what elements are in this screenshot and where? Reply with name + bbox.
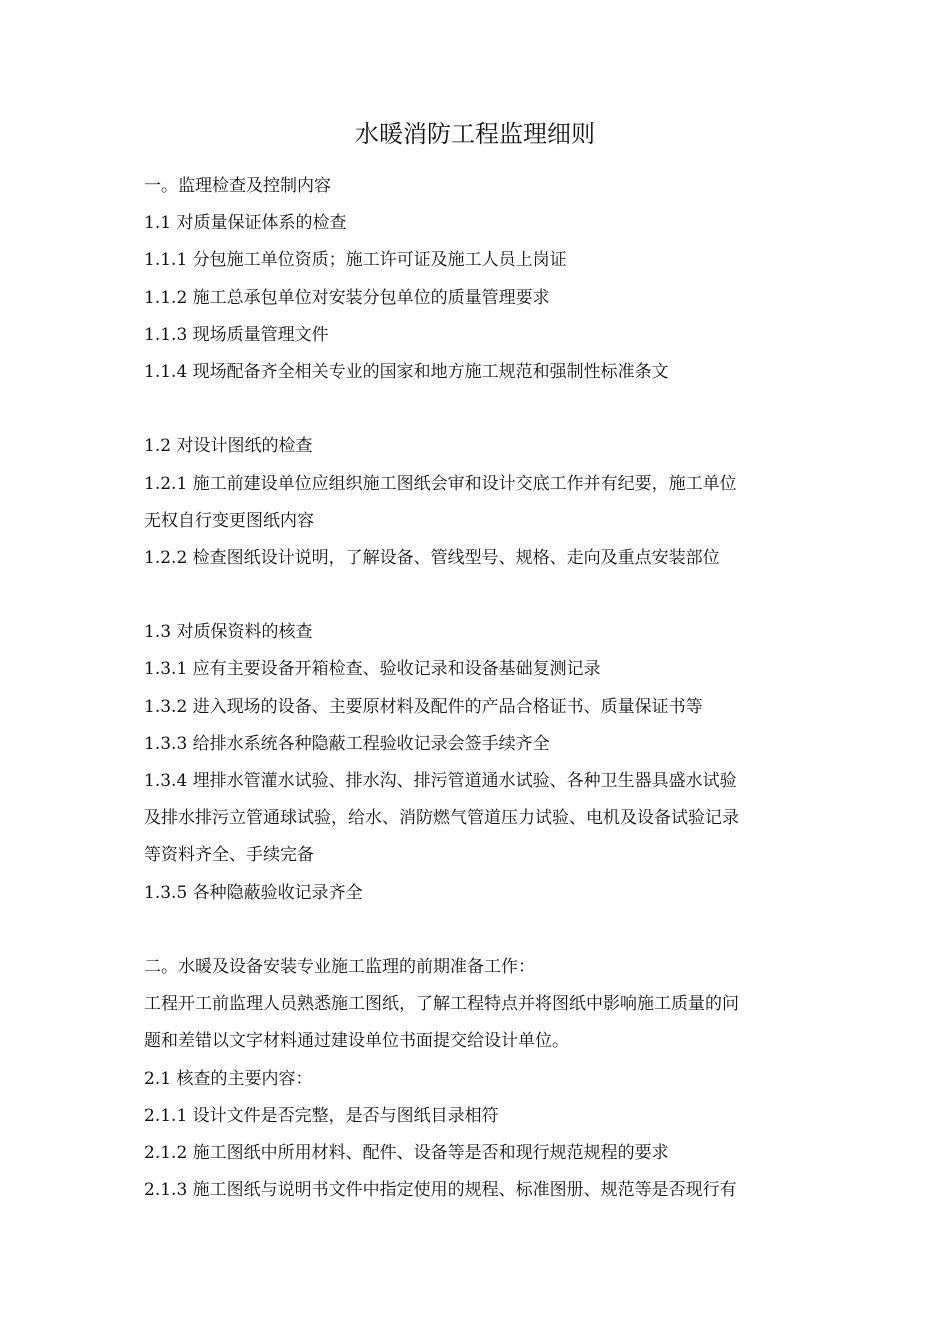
paragraph-line: 2.1.3 施工图纸与说明书文件中指定使用的规程、标准图册、规范等是否现行有 [144, 1180, 737, 1201]
paragraph-line: 1.2.2 检查图纸设计说明，了解设备、管线型号、规格、走向及重点安装部位 [144, 547, 720, 568]
paragraph-line: 1.3.1 应有主要设备开箱检查、验收记录和设备基础复测记录 [144, 659, 601, 680]
paragraph-line: 1.3.2 进入现场的设备、主要原材料及配件的产品合格证书、质量保证书等 [144, 696, 703, 717]
section-heading-2: 二。水暖及设备安装专业施工监理的前期准备工作： [144, 956, 535, 977]
paragraph-line: 1.1.2 施工总承包单位对安装分包单位的质量管理要求 [144, 287, 550, 308]
paragraph-line: 工程开工前监理人员熟悉施工图纸，了解工程特点并将图纸中影响施工质量的问 [144, 994, 739, 1015]
paragraph-line: 1.2.1 施工前建设单位应组织施工图纸会审和设计交底工作并有纪要，施工单位 [144, 473, 737, 494]
blank-line [144, 577, 809, 614]
paragraph-line: 1.3.5 各种隐蔽验收记录齐全 [144, 882, 363, 903]
paragraph-line: 1.3.4 埋排水管灌水试验、排水沟、排污管道通水试验、各种卫生器具盛水试验 [144, 771, 737, 791]
document-body [144, 168, 809, 1209]
paragraph-line: 1.1.1 分包施工单位资质；施工许可证及施工人员上岗证 [144, 250, 567, 271]
paragraph-line: 1.3.3 给排水系统各种隐蔽工程验收记录会签手续齐全 [144, 733, 550, 754]
paragraph-line: 1.1.4 现场配备齐全相关专业的国家和地方施工规范和强制性标准条文 [144, 361, 669, 382]
paragraph-line: 无权自行变更图纸内容 [144, 510, 314, 531]
paragraph-line: 2.1.1 设计文件是否完整，是否与图纸目录相符 [144, 1105, 499, 1126]
paragraph-line: 题和差错以文字材料通过建设单位书面提交给设计单位。 [144, 1031, 569, 1052]
paragraph-line: 及排水排污立管通球试验，给水、消防燃气管道压力试验、电机及设备试验记录 [144, 808, 739, 829]
paragraph-line: 2.1.2 施工图纸中所用材料、配件、设备等是否和现行规范规程的要求 [144, 1142, 669, 1163]
section-heading-1: 一。监理检查及控制内容 [144, 176, 331, 196]
paragraph-line: 1.1.3 现场质量管理文件 [144, 324, 329, 345]
subsection-heading-1-3: 1.3 对质保资料的核查 [144, 622, 313, 643]
blank-line [144, 391, 809, 428]
document-title: 水暖消防工程监理细则 [355, 120, 595, 148]
subsection-heading-1-1: 1.1 对质量保证体系的检查 [144, 213, 347, 234]
subsection-heading-1-2: 1.2 对设计图纸的检查 [144, 436, 313, 457]
blank-line [144, 912, 809, 949]
subsection-heading-2-1: 2.1 核查的主要内容： [144, 1068, 313, 1089]
paragraph-line: 等资料齐全、手续完备 [144, 845, 314, 866]
